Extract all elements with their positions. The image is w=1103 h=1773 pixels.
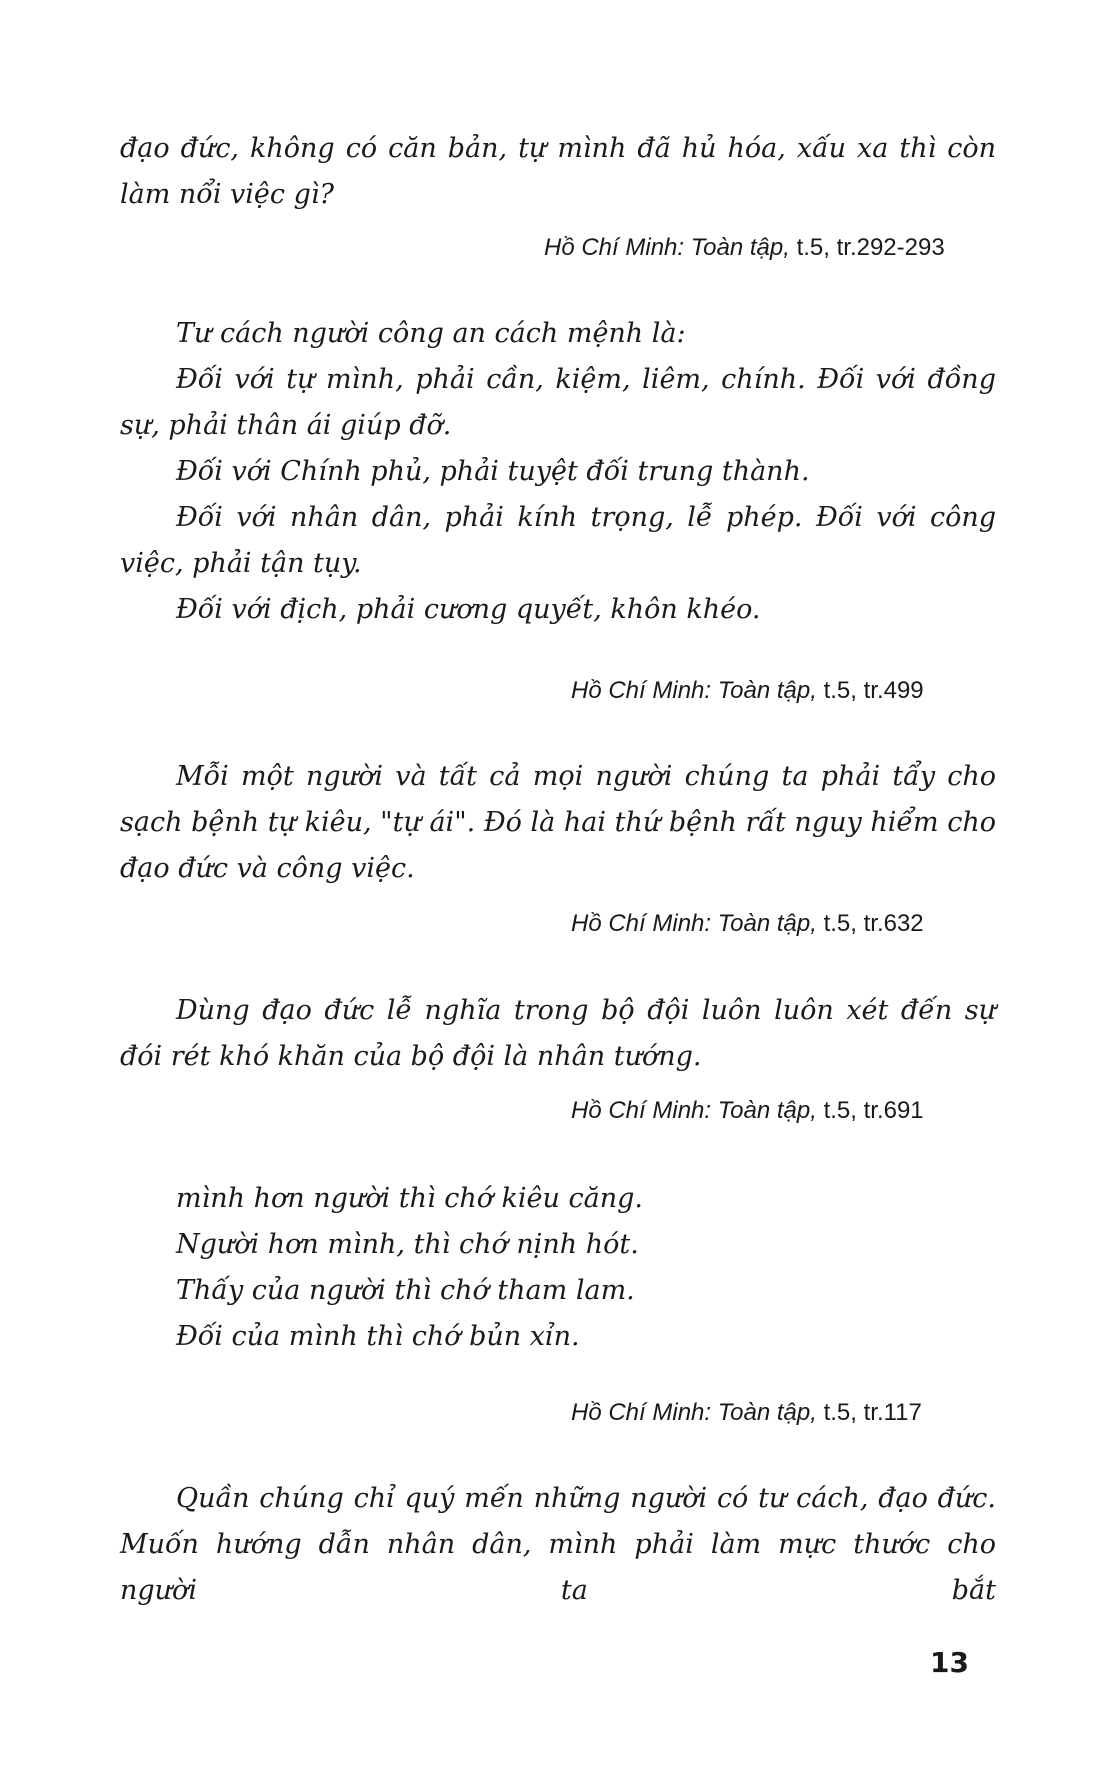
paragraph: Đối với nhân dân, phải kính trọng, lễ phép. Đối với công việc, phải tận tụy.	[120, 502, 996, 579]
citation	[571, 909, 924, 939]
quote-block	[120, 1176, 996, 1360]
citation-source: Hồ Chí Minh: Toàn tập,	[571, 677, 817, 704]
citation-ref: t.5, tr.117	[816, 1399, 922, 1426]
quote-block	[120, 311, 996, 633]
citation-ref: t.5, tr.499	[816, 677, 924, 704]
paragraph: Tư cách người công an cách mệnh là:	[176, 318, 686, 349]
paragraph: Đối với tự mình, phải cần, kiệm, liêm, chính. Đối với đồng sự, phải thân ái giúp đỡ.	[120, 364, 996, 441]
page-number: 13	[930, 1646, 969, 1679]
paragraph: Thấy của người thì chớ tham lam.	[176, 1275, 635, 1306]
quote-block	[120, 988, 996, 1080]
citation	[571, 1096, 924, 1126]
paragraph: Mỗi một người và tất cả mọi người chúng ta phải tẩy cho sạch bệnh tự kiêu, "tự ái". Đó là hai thứ bệnh rất nguy hiểm cho đạo đức và công việc.	[120, 761, 996, 884]
citation-ref: t.5, tr.691	[816, 1097, 924, 1124]
paragraph: Đối với Chính phủ, phải tuyệt đối trung thành.	[176, 456, 810, 487]
citation-source: Hồ Chí Minh: Toàn tập,	[571, 910, 817, 937]
citation-ref: t.5, tr.632	[816, 910, 924, 937]
quote-block	[120, 126, 996, 218]
citation-source: Hồ Chí Minh: Toàn tập,	[544, 234, 790, 261]
paragraph: Dùng đạo đức lễ nghĩa trong bộ đội luôn luôn xét đến sự đói rét khó khăn của bộ đội là nhân tướng.	[120, 995, 996, 1072]
paragraph: Người hơn mình, thì chớ nịnh hót.	[176, 1229, 639, 1260]
paragraph: đạo đức, không có căn bản, tự mình đã hủ hóa, xấu xa thì còn làm nổi việc gì?	[120, 133, 996, 210]
paragraph: mình hơn người thì chớ kiêu căng.	[176, 1183, 643, 1214]
citation	[571, 1398, 922, 1428]
paragraph: Đối của mình thì chớ bủn xỉn.	[176, 1321, 580, 1352]
paragraph: Quần chúng chỉ quý mến những người có tư cách, đạo đức. Muốn hướng dẫn nhân dân, mình phải làm mực thước cho người ta bắt	[120, 1483, 996, 1606]
quote-block	[120, 1476, 996, 1614]
citation-ref: t.5, tr.292-293	[789, 234, 945, 261]
citation	[544, 233, 945, 263]
citation-source: Hồ Chí Minh: Toàn tập,	[571, 1097, 817, 1124]
quote-block	[120, 754, 996, 892]
citation-source: Hồ Chí Minh: Toàn tập,	[571, 1399, 817, 1426]
paragraph: Đối với địch, phải cương quyết, khôn khéo.	[176, 594, 761, 625]
citation	[571, 676, 924, 706]
